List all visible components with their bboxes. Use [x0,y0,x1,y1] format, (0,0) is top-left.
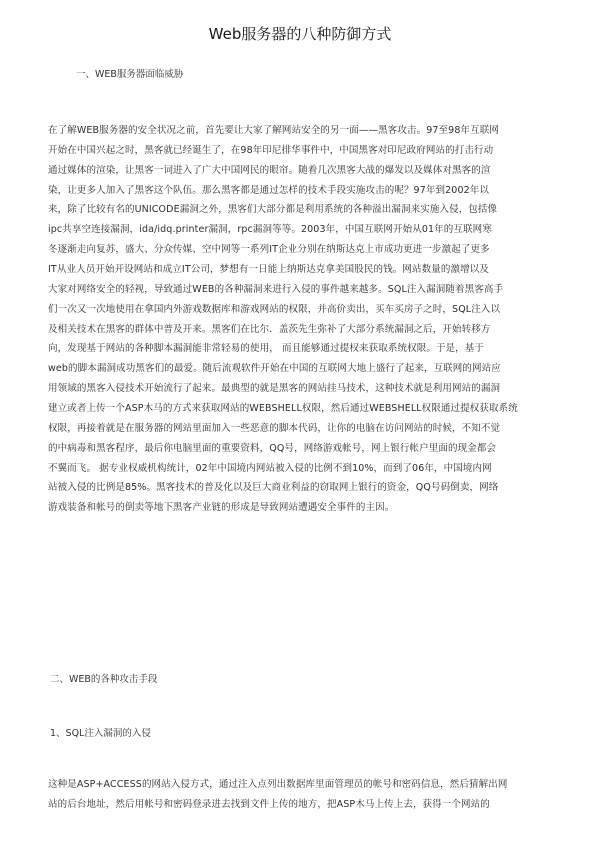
paragraph-line: IT从业人员开始开设网站和成立IT公司，梦想有一日能上纳斯达克拿美国股民的钱。网站数量的激增以及 [48,264,489,276]
paragraph-sql-injection [48,775,554,815]
paragraph-line: 游戏装备和帐号的倒卖等地下黑客产业链的形成是导致网站遭遇安全事件的主因。 [48,502,395,514]
paragraph-line: 的中病毒和黑客程序，最后你电脑里面的重要资料，QQ号，网络游戏帐号，网上银行帐户里面的现金都会 [48,442,497,454]
subsection-heading-sql-injection: 1、SQL注入漏洞的入侵 [50,728,151,739]
paragraph-line: 及相关技术在黑客的群体中普及开来。黑客们在比尔．盖茨先生弥补了大部分系统漏洞之后，开始转移方 [48,323,491,335]
paragraph-line: 们一次又一次地使用在拿国内外游戏数据库和游戏网站的权限，并高价卖出，买车买房子之时，SQL注入以 [48,303,501,315]
paragraph-line: 在了解WEB服务器的安全状况之前，首先要让大家了解网站安全的另一面——黑客攻击。97至98年互联网 [48,125,499,136]
paragraph-line: 染，让更多人加入了黑客这个队伍。那么黑客都是通过怎样的技术手段实施攻击的呢？97年到2002年以 [48,184,490,196]
paragraph-line: 通过媒体的渲染，让黑客一词进入了广大中国网民的眼帘。随着几次黑客大战的爆发以及媒体对黑客的渲 [48,164,491,176]
paragraph-line: 这种是ASP+ACCESS的网站入侵方式，通过注入点列出数据库里面管理员的帐号和密码信息，然后猜解出网 [48,779,508,790]
paragraph-line: 建立或者上传一个ASP木马的方式来获取网站的WEBSHELL权限，然后通过WEBSHELL权限通过提权获取系统 [48,403,518,415]
section-heading-threats: 一、WEB服务器面临威胁 [76,69,184,80]
paragraph-line: 权限，再接着就是在服务器的网站里面加入一些恶意的脚本代码，让你的电脑在访问网站的时候，不知不觉 [48,422,501,434]
paragraph-line: 不翼而飞。 据专业权威机构统计，02年中国境内网站被入侵的比例不到10%，而到了06年，中国境内网 [48,462,492,474]
paragraph-line: web的脚本漏洞成功黑客们的最爱。随后流观软件开始在中国的互联网大地上盛行了起来，互联网的网站应 [48,363,501,375]
section-heading-attacks: 二、WEB的各种攻击手段 [50,674,158,685]
paragraph-line: 站被入侵的比例是85%。黑客技术的普及化以及巨大商业利益的窃取网上银行的资金，QQ号码倒卖，网络 [48,482,499,494]
paragraph-line: 冬逐渐走向复苏，盛大、分众传媒、空中网等一系列IT企业分别在纳斯达克上市成功更进一步激起了更多 [48,244,490,256]
paragraph-line: 开始在中国兴起之时，黑客就已经诞生了，在98年印尼排华事件中，中国黑客对印尼政府网站的打击行动 [48,144,494,156]
paragraph-line: 站的后台地址，然后用帐号和密码登录进去找到文件上传的地方，把ASP木马上传上去，获得一个网站的 [48,798,490,810]
paragraph-line: 来，除了比较有名的UNICODE漏洞之外，黑客们大部分都是利用系统的各种溢出漏洞来实施入侵，包括像 [48,204,498,216]
paragraph-threats [48,121,554,518]
paragraph-line: 大家对网络安全的轻视，导致通过WEB的各种漏洞来进行入侵的事件越来越多。SQL注入漏洞随着黑客高手 [48,283,504,295]
paragraph-line: 向，发现基于网站的各种脚本漏洞能非常轻易的使用， 而且能够通过提权来获取系统权限。于是，基于 [48,343,485,355]
document-title: Web服务器的八种防御方式 [208,25,392,43]
paragraph-line: ipc共享空连接漏洞，ida/idq.printer漏洞，rpc漏洞等等。2003年，中国互联网开始从01年的互联网寒 [48,224,492,236]
paragraph-line: 用领域的黑客入侵技术开始流行了起来。最典型的就是黑客的网站挂马技术，这种技术就是利用网站的漏洞 [48,383,501,395]
